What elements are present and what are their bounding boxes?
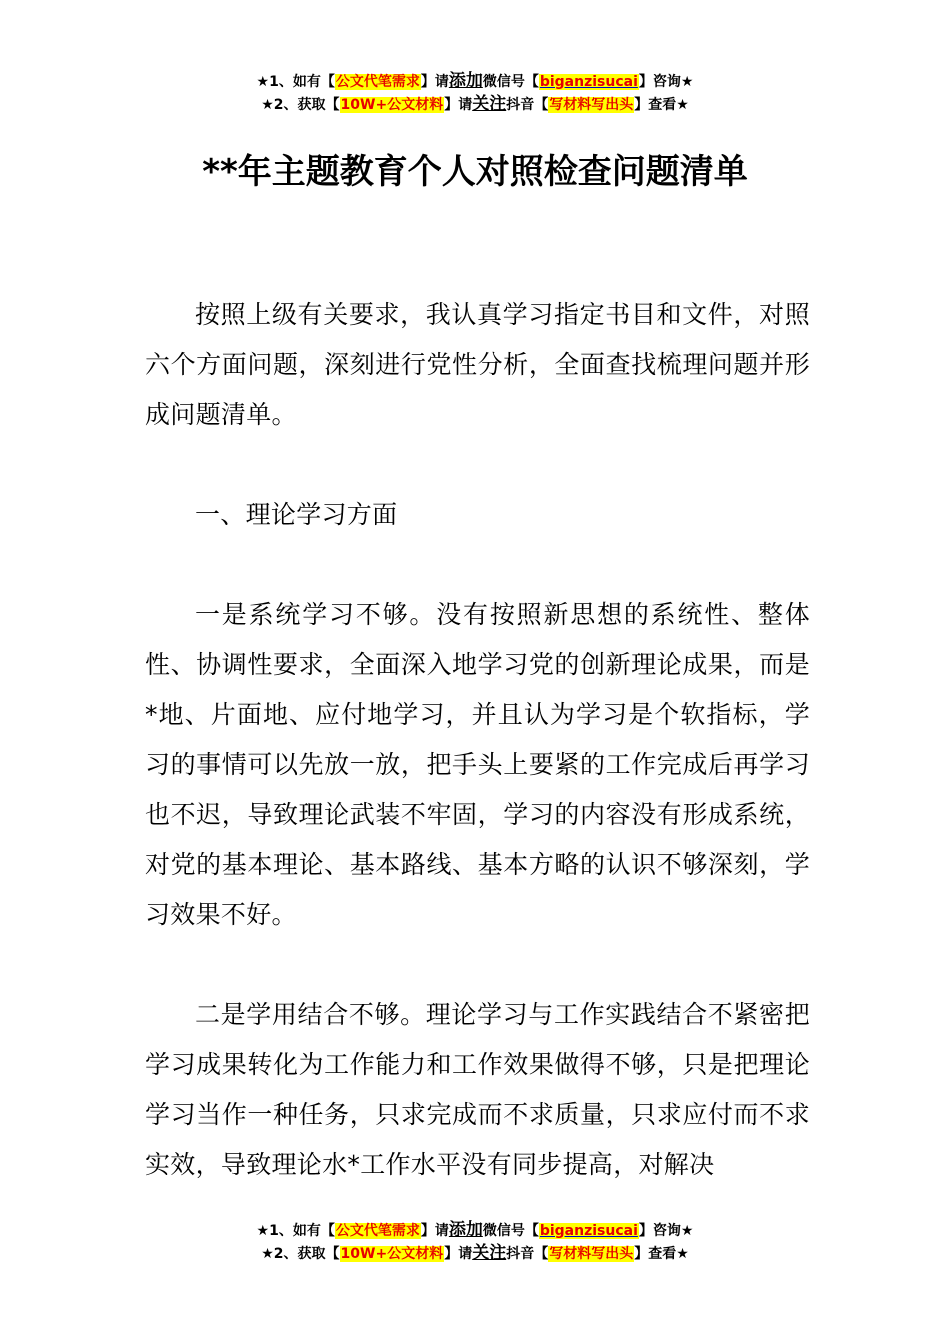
banner-emphasis: 关注 [472, 94, 507, 114]
banner-text: 2、获取【 [273, 1246, 340, 1262]
banner-text: 1、如有【 [269, 74, 335, 90]
footer-banner [0, 1219, 950, 1265]
banner-text: 1、如有【 [269, 1223, 335, 1239]
highlight-service: 公文代笔需求 [335, 74, 420, 90]
banner-text: 】请 [420, 1223, 449, 1239]
body-paragraph: 一是系统学习不够。没有按照新思想的系统性、整体性、协调性要求，全面深入地学习党的创新理论成果，而是*地、片面地、应付地学习，并且认为学习是个软指标，学习的事情可以先放一放，把手头上要紧的工作完成后再学习也不迟，导致理论武装不牢固，学习的内容没有形成系统，对党的基本理论、基本路线、基本方略的认识不够深刻，学习效果不好。 [145, 600, 810, 929]
banner-text: 】请 [444, 1246, 473, 1262]
banner-text: 抖音【 [506, 97, 549, 113]
highlight-materials: 10W+公文材料 [340, 1246, 444, 1262]
intro-paragraph: 按照上级有关要求，我认真学习指定书目和文件，对照六个方面问题，深刻进行党性分析，全面查找梳理问题并形成问题清单。 [145, 300, 810, 429]
document-title: **年主题教育个人对照检查问题清单 [202, 152, 748, 192]
banner-text: 】查看 [634, 97, 677, 113]
banner-emphasis: 关注 [472, 1243, 507, 1263]
wechat-id: biganzisucai [539, 74, 638, 90]
star-icon: ★ [256, 74, 270, 90]
section-heading: 一、理论学习方面 [195, 500, 398, 529]
banner-emphasis: 添加 [448, 1220, 483, 1240]
banner-text: 抖音【 [506, 1246, 549, 1262]
banner-text: 】查看 [634, 1246, 677, 1262]
star-icon: ★ [261, 97, 274, 113]
banner-text: 】请 [444, 97, 473, 113]
banner-line-1 [0, 1219, 950, 1242]
banner-line-1 [0, 70, 950, 93]
star-icon: ★ [680, 74, 694, 90]
header-banner [0, 70, 950, 116]
highlight-service: 公文代笔需求 [335, 1223, 420, 1239]
document-body [145, 290, 810, 1190]
star-icon: ★ [256, 1223, 270, 1239]
highlight-materials: 10W+公文材料 [340, 97, 444, 113]
banner-line-2 [0, 1242, 950, 1265]
banner-text: 微信号【 [482, 1223, 539, 1239]
body-paragraph: 二是学用结合不够。理论学习与工作实践结合不紧密把学习成果转化为工作能力和工作效果做得不够，只是把理论学习当作一种任务，只求完成而不求质量，只求应付而不求实效，导致理论水*工作水平没有同步提高，对解决 [145, 1000, 810, 1179]
star-icon: ★ [261, 1246, 274, 1262]
banner-text: 】请 [420, 74, 449, 90]
star-icon: ★ [676, 97, 689, 113]
banner-text: 】咨询 [638, 1223, 681, 1239]
star-icon: ★ [676, 1246, 689, 1262]
banner-text: 】咨询 [638, 74, 681, 90]
star-icon: ★ [680, 1223, 694, 1239]
banner-emphasis: 添加 [448, 71, 483, 91]
banner-text: 2、获取【 [273, 97, 340, 113]
banner-line-2 [0, 93, 950, 116]
banner-text: 微信号【 [482, 74, 539, 90]
douyin-account: 写材料写出头 [549, 97, 634, 113]
douyin-account: 写材料写出头 [549, 1246, 634, 1262]
wechat-id: biganzisucai [539, 1223, 638, 1239]
